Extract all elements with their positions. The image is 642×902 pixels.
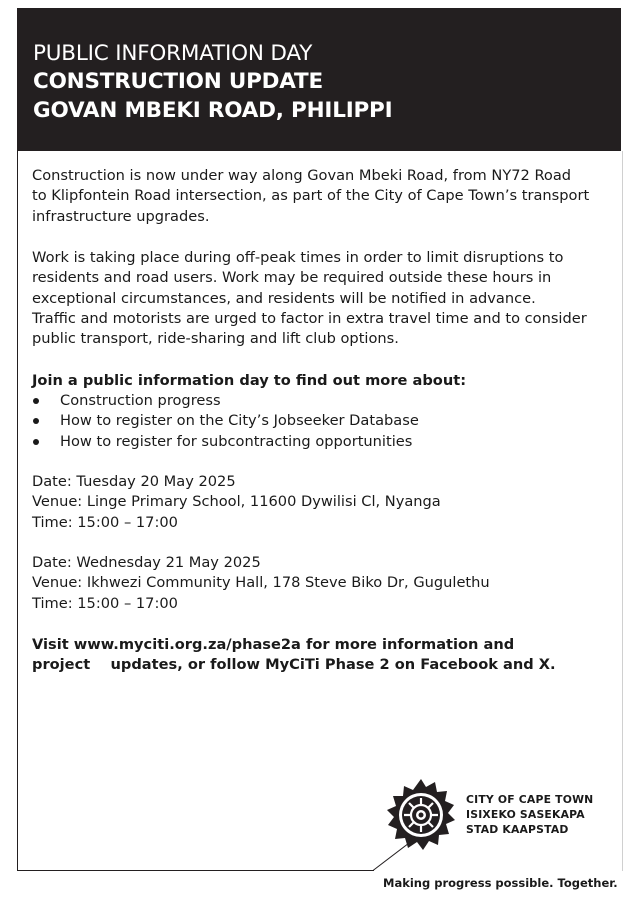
header-line-2: CONSTRUCTION UPDATE [33, 69, 323, 94]
footer-divider [17, 870, 374, 871]
city-name-block [466, 792, 593, 837]
list-item: How to register on the City’s Jobseeker Database [32, 411, 419, 431]
city-emblem-icon [385, 779, 457, 851]
tagline: Making progress possible. Together. [383, 876, 618, 890]
bullet-icon [33, 418, 39, 424]
intro-paragraph: Construction is now under way along Govan Mbeki Road, from NY72 Road to Klipfontein Road intersection, as part of the City of Cape Town’s transport infrastructure upgrades. [32, 167, 590, 225]
event-1 [32, 472, 441, 533]
event-2-date: Date: Wednesday 21 May 2025 [32, 554, 261, 571]
event-1-venue: Venue: Linge Primary School, 11600 Dywilisi Cl, Nyanga [32, 493, 441, 511]
event-2 [32, 553, 490, 614]
bullet-icon [33, 439, 39, 445]
event-1-time: Time: 15:00 – 17:00 [32, 513, 178, 531]
list-item: Construction progress [32, 391, 419, 411]
header-line-3: GOVAN MBEKI ROAD, PHILIPPI [33, 98, 393, 123]
city-name-af: STAD KAAPSTAD [466, 823, 569, 836]
event-2-time: Time: 15:00 – 17:00 [32, 594, 178, 612]
header-banner [17, 8, 621, 151]
bullet-icon [33, 398, 39, 404]
join-heading: Join a public information day to find out more about: [32, 372, 467, 389]
city-name-xh: ISIXEKO SASEKAPA [466, 808, 585, 821]
event-2-venue: Venue: Ikhwezi Community Hall, 178 Steve Biko Dr, Gugulethu [32, 574, 490, 592]
header-line-1: PUBLIC INFORMATION DAY [33, 41, 313, 66]
city-name-en: CITY OF CAPE TOWN [466, 793, 594, 806]
list-item: How to register for subcontracting opportunities [32, 432, 419, 452]
event-1-date: Date: Tuesday 20 May 2025 [32, 473, 236, 490]
visit-paragraph: Visit www.myciti.org.za/phase2a for more information and project updates, or follow MyCiTi Phase 2 on Facebook and X. [32, 636, 556, 674]
topic-list [32, 391, 419, 452]
work-paragraph: Work is taking place during off-peak times in order to limit disruptions to residents and road users. Work may be required outside these hours in exceptional circumstances, and residents will be notified in advance. Traffic and motorists are urged to factor in extra travel time and to consider public transport, ride-sharing and lift club options. [32, 249, 587, 348]
